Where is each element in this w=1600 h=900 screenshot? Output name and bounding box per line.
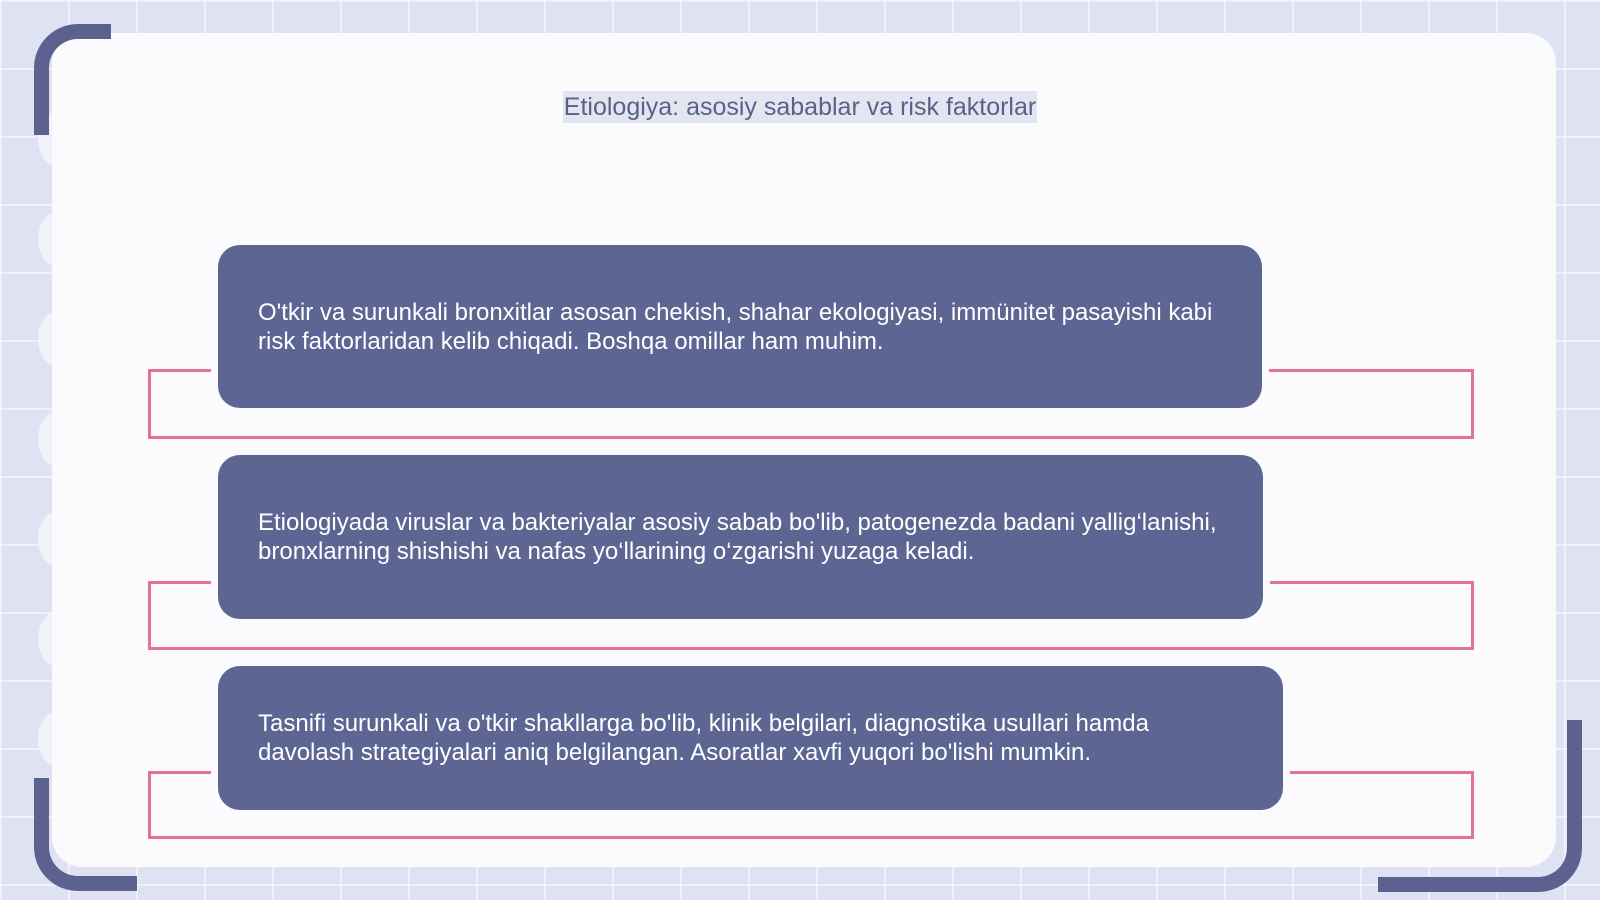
content-card-text: O'tkir va surunkali bronxitlar asosan chekish, shahar ekologiyasi, immünitet pasayishi kabi risk faktorlaridan kelib chiqadi. Boshqa omillar ham muhim. [258,298,1213,355]
content-card-3 [218,666,1283,810]
content-card-text: Tasnifi surunkali va o'tkir shakllarga bo'lib, klinik belgilari, diagnostika usullari hamda davolash strategiyalari aniq belgilangan. Asoratlar xavfi yuqori bo'lishi mumkin. [258,710,1149,766]
corner-bracket-bottom-left [34,778,137,891]
content-card-1 [218,245,1262,408]
content-card-2 [218,455,1263,619]
content-card-text: Etiologiyada viruslar va bakteriyalar asosiy sabab bo'lib, patogenezda badani yallig‘lanishi, bronxlarning shishishi va nafas yo‘llarining o‘zgarishi yuzaga keladi. [258,509,1217,565]
slide-title-text: Etiologiya: asosiy sabablar va risk faktorlar [563,93,1037,121]
slide-title [0,93,1600,122]
